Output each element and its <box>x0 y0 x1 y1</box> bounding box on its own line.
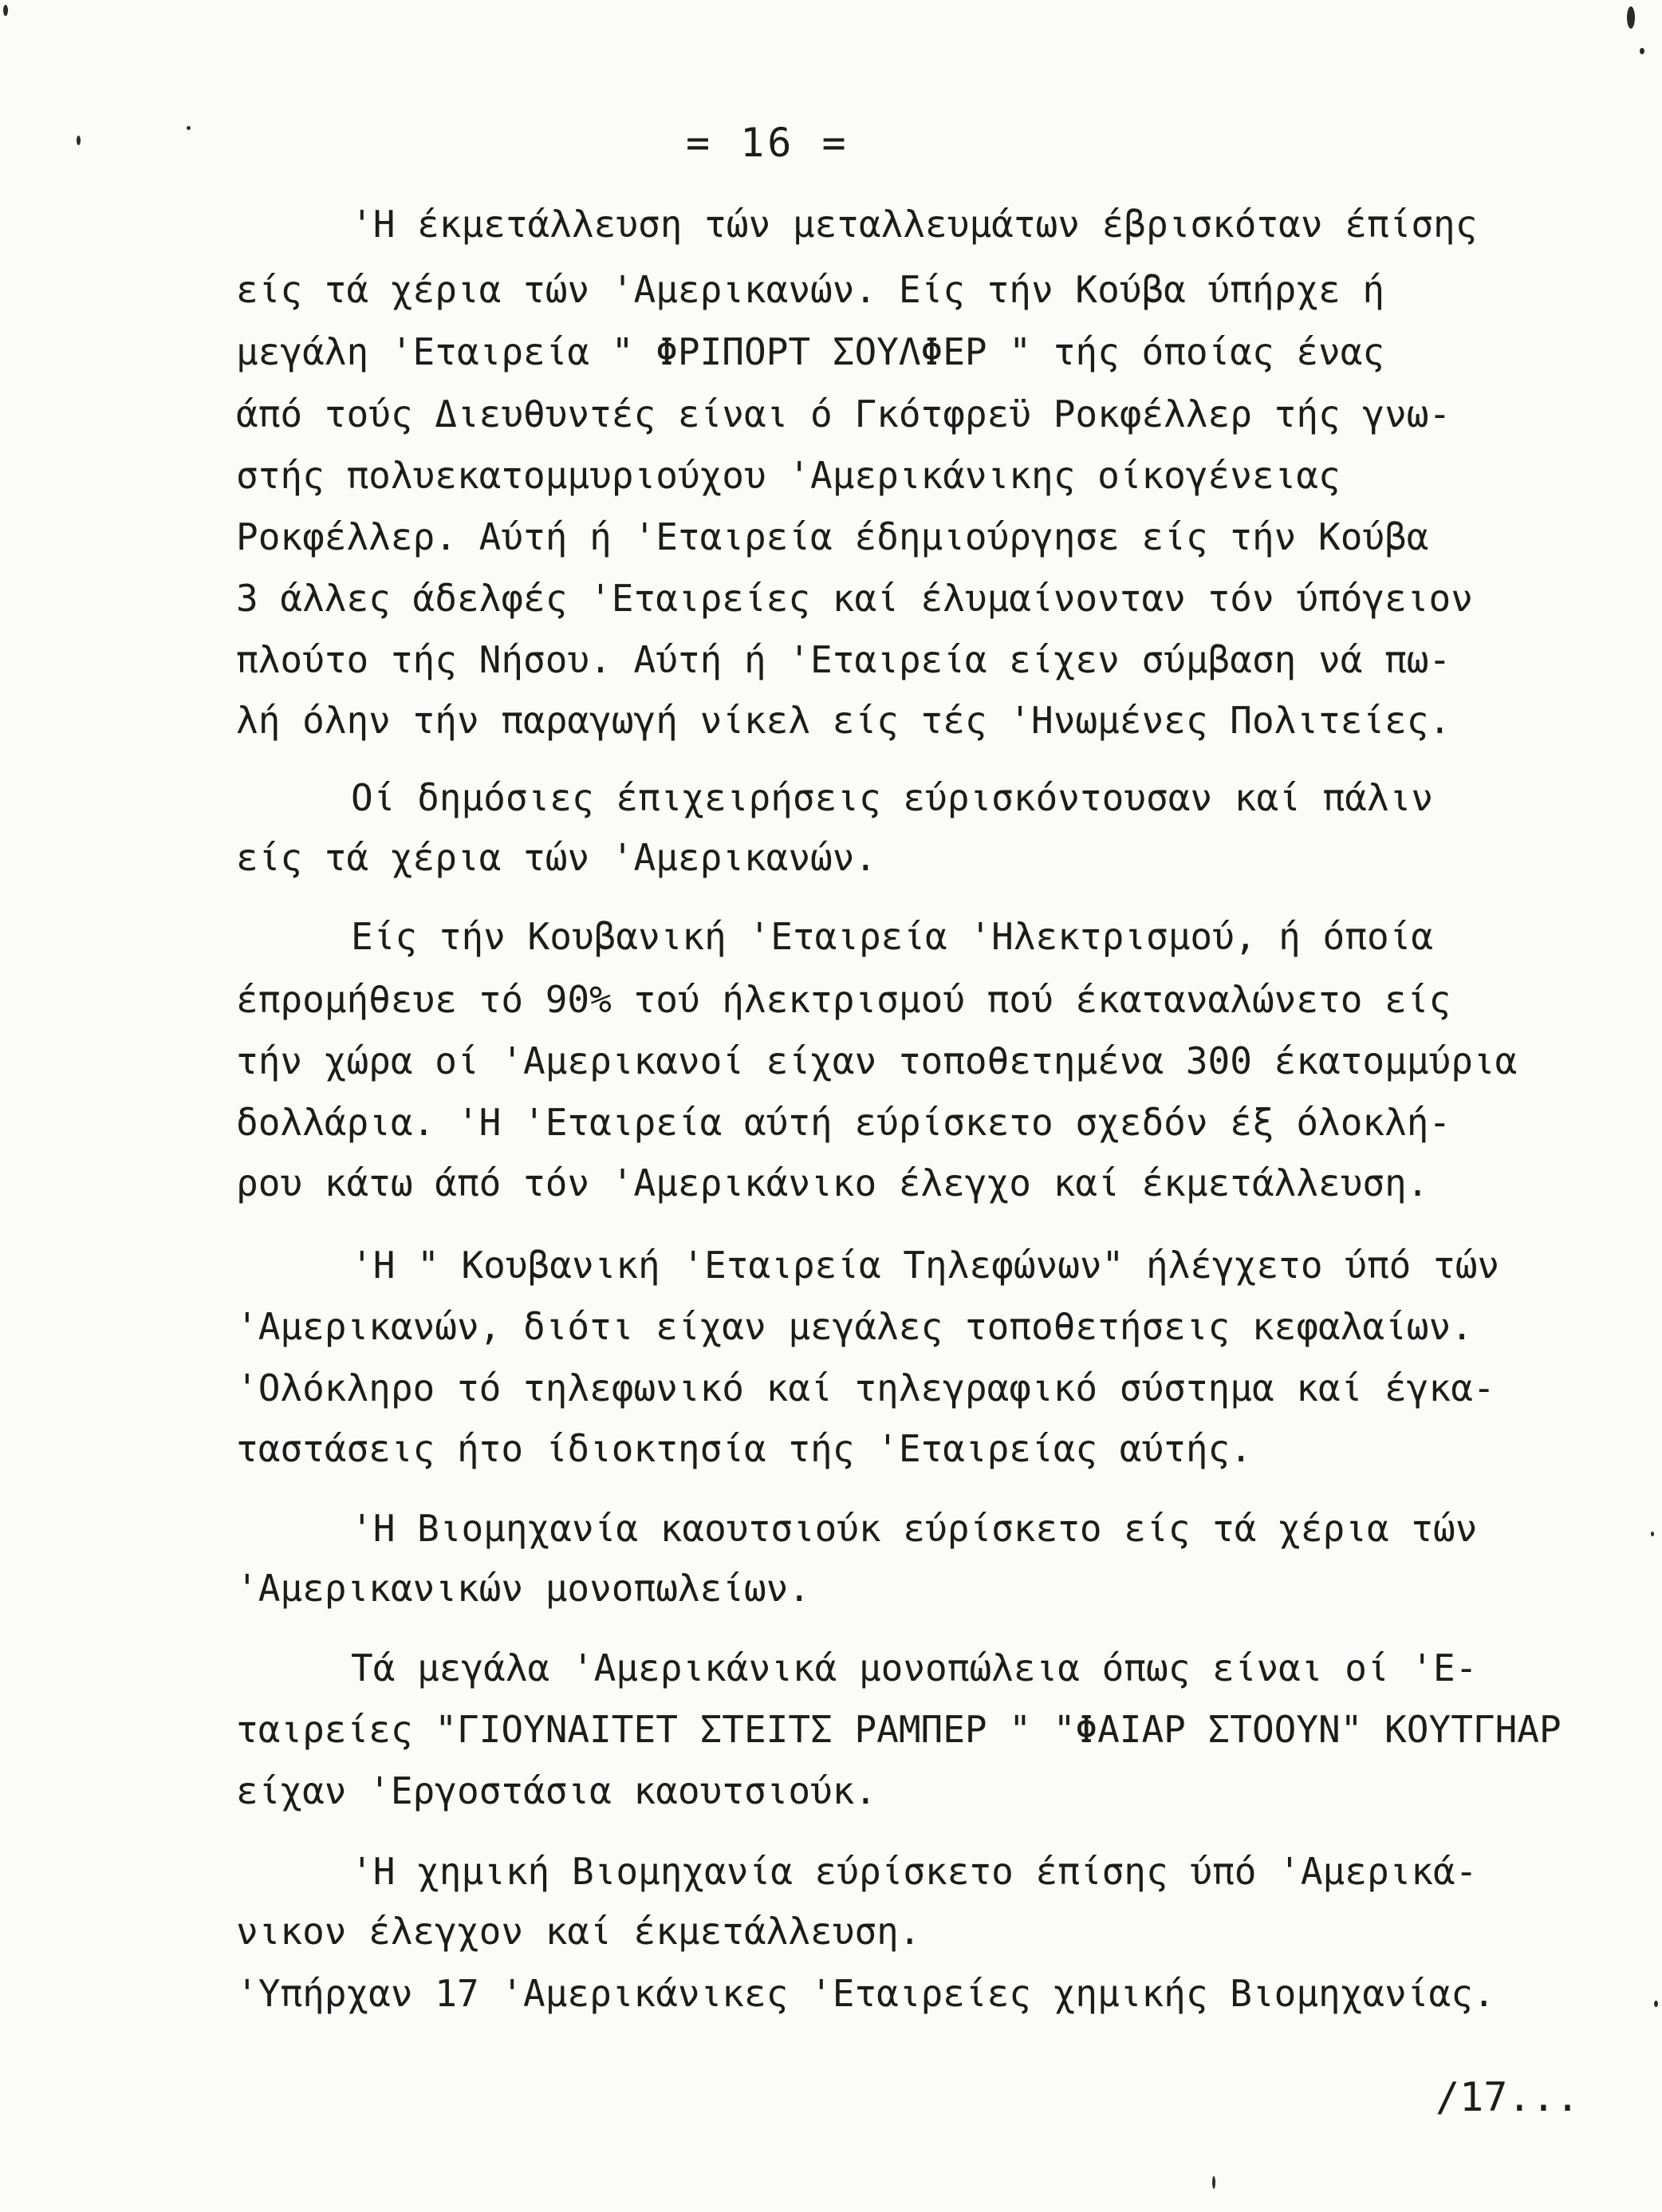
text-line: 'Η έκμετάλλευση τών μεταλλευμάτων έβρισκόταν έπίσης <box>351 203 1478 246</box>
text-line: 'Υπήρχαν 17 'Αμερικάνικες 'Εταιρείες χημικής Βιομηχανίας. <box>236 1972 1495 2015</box>
text-line: στής πολυεκατομμυριούχου 'Αμερικάνικης οίκογένειας <box>236 454 1341 497</box>
scan-speck <box>1627 6 1635 29</box>
scan-speck <box>1654 2001 1658 2007</box>
text-line: 'Ολόκληρο τό τηλεφωνικό καί τηλεγραφικό σύστημα καί έγκα- <box>236 1366 1495 1410</box>
text-line: Οί δημόσιες έπιχειρήσεις εύρισκόντουσαν καί πάλιν <box>351 776 1434 819</box>
text-line: είς τά χέρια τών 'Αμερικανών. <box>236 836 877 879</box>
text-line: είς τά χέρια τών 'Αμερικανών. Είς τήν Κούβα ύπήρχε ή <box>236 268 1385 311</box>
text-line: 'Η " Κουβανική 'Εταιρεία Τηλεφώνων" ήλέγχετο ύπό τών <box>351 1244 1500 1287</box>
text-line: 'Η χημική Βιομηχανία εύρίσκετο έπίσης ύπό 'Αμερικά- <box>351 1850 1478 1893</box>
text-line: 'Αμερικανικών μονοπωλείων. <box>236 1567 811 1610</box>
text-line: ταστάσεις ήτο ίδιοκτησία τής 'Εταιρείας αύτής. <box>236 1427 1252 1470</box>
text-line: Τά μεγάλα 'Αμερικάνικά μονοπώλεια όπως είναι οί 'Ε- <box>351 1646 1478 1690</box>
scan-speck <box>1212 2176 1215 2189</box>
scan-speck <box>1640 48 1644 54</box>
text-line: 3 άλλες άδελφές 'Εταιρείες καί έλυμαίνονταν τόν ύπόγειον <box>236 577 1473 620</box>
text-line: δολλάρια. 'Η 'Εταιρεία αύτή εύρίσκετο σχεδόν έξ όλοκλή- <box>236 1101 1451 1144</box>
text-line: μεγάλη 'Εταιρεία " ΦΡΙΠΟΡΤ ΣΟΥΛΦΕΡ " τής όποίας ένας <box>236 330 1385 373</box>
continuation-marker: /17... <box>1436 2074 1580 2120</box>
text-line: άπό τούς Διευθυντές είναι ό Γκότφρεϋ Ροκφέλλερ τής γνω- <box>236 392 1451 436</box>
text-line: πλούτο τής Νήσου. Αύτή ή 'Εταιρεία είχεν σύμβαση νά πω- <box>236 638 1451 681</box>
text-line: Ροκφέλλερ. Αύτή ή 'Εταιρεία έδημιούργησε είς τήν Κούβα <box>236 515 1429 558</box>
text-line: τήν χώρα οί 'Αμερικανοί είχαν τοποθετημένα 300 έκατομμύρια <box>236 1039 1518 1082</box>
text-line: λή όλην τήν παραγωγή νίκελ είς τές 'Ηνωμένες Πολιτείες. <box>236 699 1451 742</box>
text-line: νικον έλεγχον καί έκμετάλλευση. <box>236 1910 921 1953</box>
text-line: ταιρείες "ΓΙΟΥΝΑΙΤΕΤ ΣΤΕΙΤΣ ΡΑΜΠΕΡ " "ΦΑΙΑΡ ΣΤΟΟΥΝ" ΚΟΥΤΓΗΑΡ <box>236 1708 1562 1751</box>
scan-speck <box>1651 1532 1654 1536</box>
text-line: 'Η Βιομηχανία καουτσιούκ εύρίσκετο είς τά χέρια τών <box>351 1507 1478 1550</box>
scan-speck <box>77 136 81 145</box>
scan-speck <box>187 126 191 130</box>
page-number: = 16 = <box>686 120 849 166</box>
scan-speck <box>3 5 8 16</box>
text-line: Είς τήν Κουβανική 'Εταιρεία 'Ηλεκτρισμού, ή όποία <box>351 915 1434 958</box>
text-line: ρου κάτω άπό τόν 'Αμερικάνικο έλεγχο καί έκμετάλλευση. <box>236 1161 1429 1205</box>
text-line: 'Αμερικανών, διότι είχαν μεγάλες τοποθετήσεις κεφαλαίων. <box>236 1305 1473 1348</box>
text-line: έπρομήθευε τό 90% τού ήλεκτρισμού πού έκαταναλώνετο είς <box>236 978 1451 1021</box>
text-line: είχαν 'Εργοστάσια καουτσιούκ. <box>236 1769 877 1812</box>
